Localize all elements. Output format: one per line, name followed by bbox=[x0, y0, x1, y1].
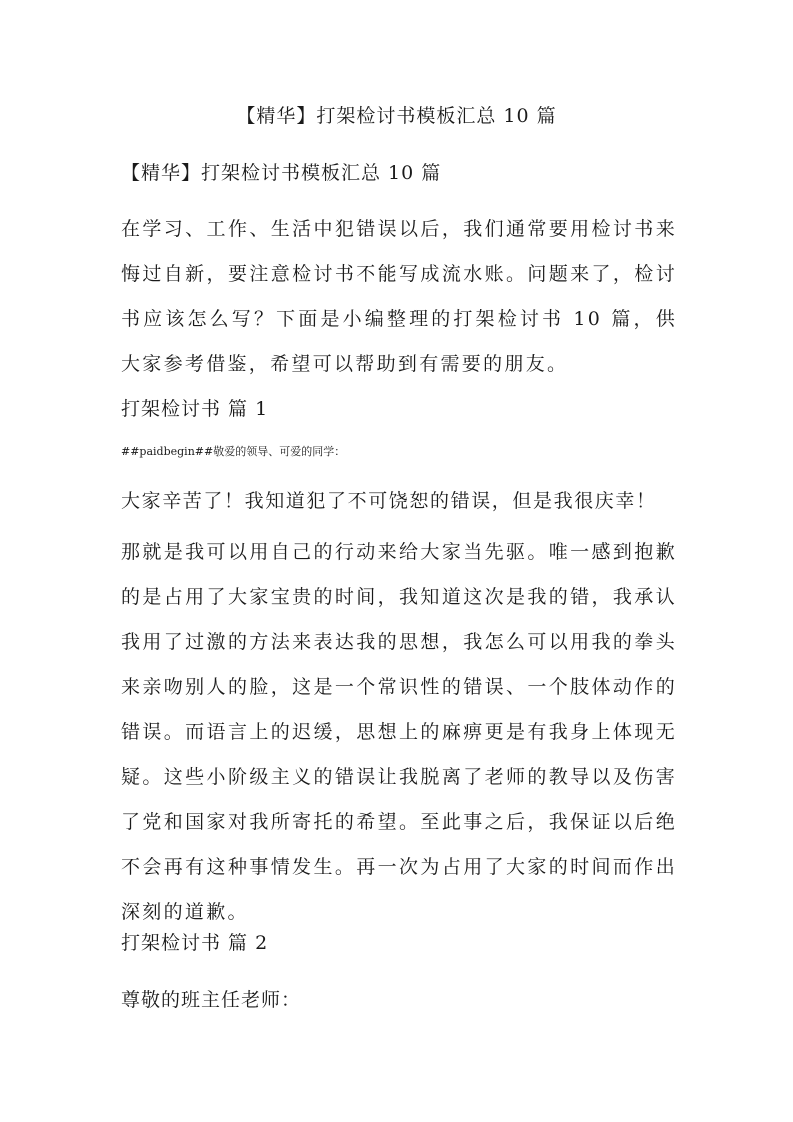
section-1-heading: 打架检讨书 篇 1 bbox=[121, 398, 269, 420]
document-title: 【精华】打架检讨书模板汇总 10 篇 bbox=[236, 105, 557, 127]
document-subtitle: 【精华】打架检讨书模板汇总 10 篇 bbox=[121, 162, 442, 184]
section-2-salutation: 尊敬的班主任老师： bbox=[121, 989, 302, 1011]
intro-paragraph: 在学习、工作、生活中犯错误以后，我们通常要用检讨书来悔过自新，要注意检讨书不能写成流水账。问题来了，检讨书应该怎么写？下面是小编整理的打架检讨书 10 篇，供大家参考借鉴，希望可以帮助到有需要的朋友。 bbox=[121, 218, 677, 375]
section-2-heading: 打架检讨书 篇 2 bbox=[121, 932, 269, 954]
section-1-paragraph: 那就是我可以用自己的行动来给大家当先驱。唯一感到抱歉的是占用了大家宝贵的时间，我知道这次是我的错，我承认我用了过激的方法来表达我的思想，我怎么可以用我的拳头来亲吻别人的脸，这是一个常识性的错误、一个肢体动作的错误。而语言上的迟缓，思想上的麻痹更是有我身上体现无疑。这些小阶级主义的错误让我脱离了老师的教导以及伤害了党和国家对我所寄托的希望。至此事之后，我保证以后绝不会再有这种事情发生。再一次为占用了大家的时间而作出深刻的道歉。 bbox=[121, 541, 677, 923]
paid-begin-marker: ##paidbegin##敬爱的领导、可爱的同学： bbox=[121, 445, 346, 458]
section-1-opening-line: 大家辛苦了！我知道犯了不可饶恕的错误，但是我很庆幸！ bbox=[121, 490, 657, 512]
